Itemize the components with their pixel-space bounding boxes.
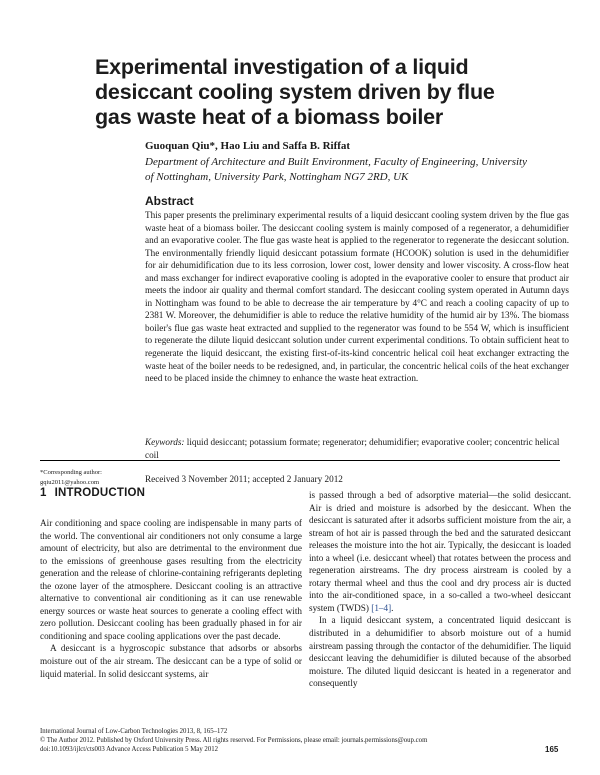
paragraph: In a liquid desiccant system, a concentrated liquid desiccant is distributed in a dehumidifier to absorb moisture out of a humid airstream passing through the contactor of the dehumidifier. The liquid desiccant leaving the dehumidifier is diluted because of the absorbed moisture. The diluted liquid desiccant is heated in a regenerator and consequently: [309, 615, 571, 689]
corresponding-author: [40, 468, 102, 488]
affiliation-line: of Nottingham, University Park, Nottingham NG7 2RD, UK: [145, 171, 409, 183]
title-line: Experimental investigation of a liquid: [95, 55, 469, 79]
corresponding-label: *Corresponding author:: [40, 469, 102, 476]
footer-line: International Journal of Low-Carbon Technologies 2013, 8, 165–172: [40, 728, 228, 735]
section-title: INTRODUCTION: [54, 487, 146, 499]
paragraph: [309, 489, 571, 614]
abstract-text: This paper presents the preliminary experimental results of a liquid desiccant cooling system driven by the flue gas waste heat of a biomass boiler. The desiccant cooling system is mainly composed of a regenerator, a dehumidifier and an evaporative cooler. The flue gas waste heat is applied to the regenerator to regenerate the desiccant solution. The environmentally friendly liquid desiccant potassium formate (HCOOK) solution is used in the dehumidifier for air dehumidification due to its less corrosion, lower cost, lower density and lower viscosity. A cross-flow heat and mass exchanger for indirect evaporative cooling is adopted in the evaporative cooler to ensure that product air meets the indoor air quality and thermal comfort standard. The desiccant cooling system operated in Autumn days in Nottingham was found to be able to decrease the air temperature by 4°C and reach a cooling capacity of up to 2381 W. Moreover, the dehumidifier is able to reduce the relative humidity of the humid air by 13%. The biomass boiler's flue gas waste heat extracted and supplied to the regenerator was found to be 554 W, which is insufficient to regenerate the dilute liquid desiccant solution under current experimental conditions. To obtain sufficient heat to regenerate the liquid desiccant, the existing first-of-its-kind concentric helical coil heat exchanger extracting the waste heat of the boiler needs to be redesigned, and, in particular, the concentric helical coils of the heat exchanger need to be placed inside the chimney to enhance the waste heat extraction.: [145, 210, 569, 384]
paragraph: A desiccant is a hygroscopic substance that adsorbs or absorbs moisture out of the air stream. The desiccant can be a type of solid or liquid material. In solid desiccant systems, air: [40, 643, 302, 679]
affiliation: [145, 155, 570, 185]
page-number: 165: [545, 745, 559, 754]
received-dates: Received 3 November 2011; accepted 2 January 2012: [145, 474, 343, 484]
corresponding-email[interactable]: gqiu2011@yahoo.com: [40, 479, 100, 486]
affiliation-line: Department of Architecture and Built Environment, Faculty of Engineering, University: [145, 156, 527, 168]
title-line: desiccant cooling system driven by flue: [95, 80, 495, 104]
citation-link[interactable]: [1–4]: [371, 602, 392, 613]
section-number: 1: [40, 487, 47, 499]
keywords-label: Keywords:: [145, 437, 185, 447]
abstract-heading: Abstract: [145, 194, 194, 208]
journal-footer: [40, 727, 427, 755]
paragraph: Air conditioning and space cooling are indispensable in many parts of the world. The conventional air conditioners not only consume a large amount of electricity, but also are detrimental to the environment due to the emissions of greenhouse gases resulting from the electricity generation and the release of chlorine-containing refrigerants depleting the ozone layer of the atmosphere. Desiccant cooling is an attractive alternative to conventional air conditioning as it can use renewable energy sources or waste heat sources to generate a cooling effect with zero pollution. Desiccant cooling has been gradually phased in for air conditioning and space cooling applications over the past decade.: [40, 518, 302, 641]
right-column: [309, 489, 571, 690]
paragraph-text: is passed through a bed of adsorptive material—the solid desiccant. Air is dried and moisture is adsorbed by the desiccant. When the desiccant is saturated after it adsorbs sufficient moisture from the air, a stream of hot air is passed through the bed and the saturated desiccant releases the moisture into the hot air. Typically, the desiccant is loaded into a wheel (i.e. desiccant wheel) that rotates between the process and regeneration airstreams. The dry process airstream is cooled by a rotary thermal wheel and thus the cool and dry process air is ducted into the air-conditioned space, in a so-called a two-wheel desiccant system (TWDS): [309, 490, 571, 613]
title-line: gas waste heat of a biomass boiler: [95, 105, 444, 129]
keywords-text: liquid desiccant; potassium formate; regenerator; dehumidifier; evaporative cooler; concentric helical coil: [145, 437, 560, 460]
keywords: [145, 436, 569, 461]
footer-line: © The Author 2012. Published by Oxford University Press. All rights reserved. For Permissions, please email: journals.permissions@oup.com: [40, 737, 428, 745]
divider: [40, 460, 560, 461]
section-heading-introduction: [40, 487, 145, 499]
paper-title: [95, 55, 565, 130]
author-list: Guoquan Qiu*, Hao Liu and Saffa B. Riffat: [145, 140, 351, 152]
footer-line: doi:10.1093/ijlct/cts003 Advance Access Publication 5 May 2012: [40, 746, 219, 754]
left-column: [40, 517, 302, 680]
paragraph-text: .: [391, 602, 394, 613]
